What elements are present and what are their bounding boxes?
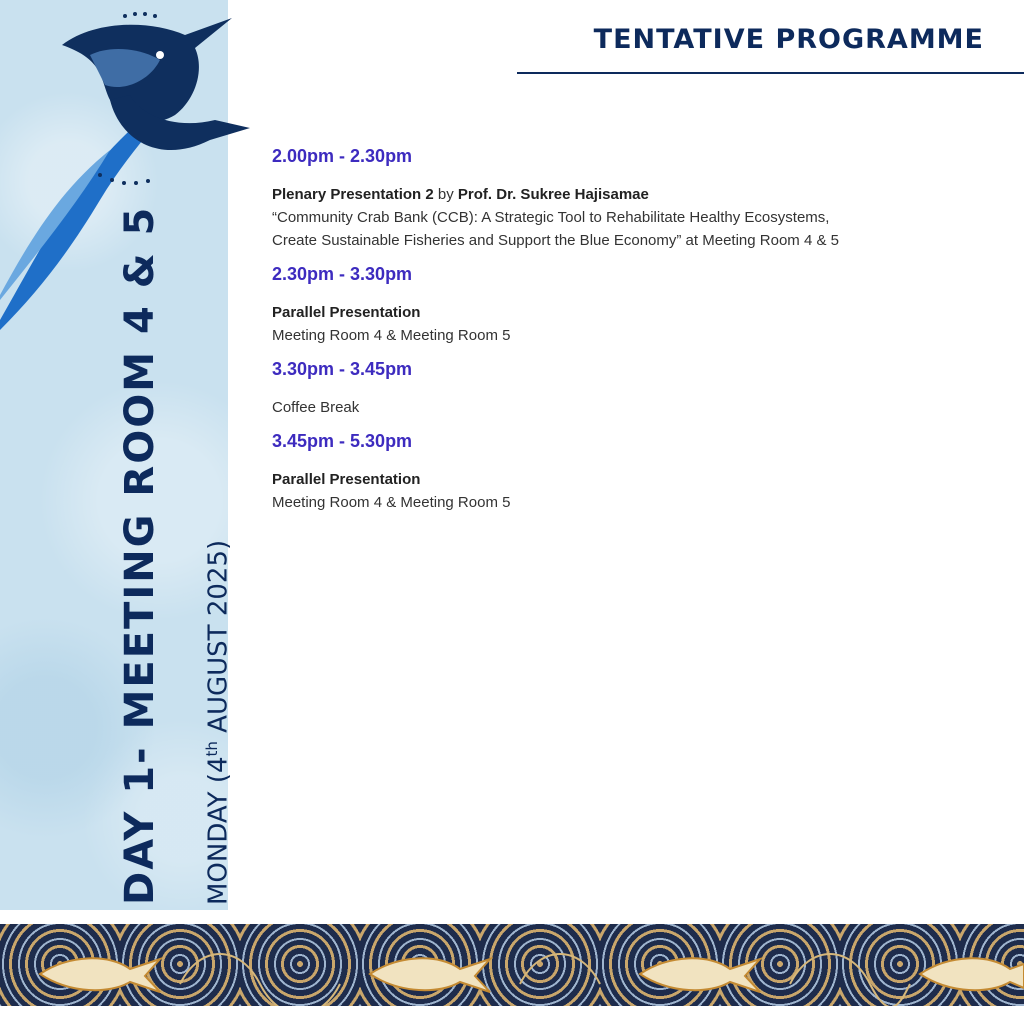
session-details: Plenary Presentation 2 by Prof. Dr. Sukree Hajisamae “Community Crab Bank (CCB): A Strategic Tool to Rehabilitate Healthy Ecosystems, Create Sustainable Fisheries and Support the Blue Economy” at Meeting Room 4 & 5 <box>272 186 839 249</box>
day-date: MONDAY (4th AUGUST 2025) <box>203 539 234 905</box>
session-time: 2.00pm - 2.30pm <box>272 146 413 166</box>
title-underline <box>517 72 1024 74</box>
day-title: DAY 1- MEETING ROOM 4 & 5 <box>117 205 163 905</box>
session-item <box>272 359 992 419</box>
session-time: 3.45pm - 5.30pm <box>272 431 413 451</box>
page-title: TENTATIVE PROGRAMME <box>593 24 984 55</box>
session-details <box>272 396 992 419</box>
fish-pattern-border <box>0 924 1024 1006</box>
sidebar <box>0 0 234 910</box>
session-time: 2.30pm - 3.30pm <box>272 264 413 284</box>
session-details <box>272 301 992 347</box>
session-time: 3.30pm - 3.45pm <box>272 359 413 379</box>
session-title: Parallel Presentation <box>272 304 421 321</box>
programme-list <box>272 146 992 526</box>
session-title: Parallel Presentation <box>272 471 421 488</box>
session-item <box>272 264 992 347</box>
session-speaker: Prof. Dr. Sukree Hajisamae <box>457 186 649 203</box>
session-line: Meeting Room 4 & Meeting Room 5 <box>272 327 511 344</box>
session-line: Meeting Room 4 & Meeting Room 5 <box>272 494 511 511</box>
session-title: Plenary Presentation 2 <box>272 186 434 203</box>
session-details <box>272 468 992 514</box>
fish-border-icon <box>0 924 1024 1006</box>
session-line: Coffee Break <box>272 399 360 416</box>
session-line: “Community Crab Bank (CCB): A Strategic Tool to Rehabilitate Healthy Ecosystems, <box>272 209 830 226</box>
session-line: Create Sustainable Fisheries and Support the Blue Economy” at Meeting Room 4 & 5 <box>272 232 839 249</box>
session-item <box>272 431 992 514</box>
session-item <box>272 146 992 252</box>
